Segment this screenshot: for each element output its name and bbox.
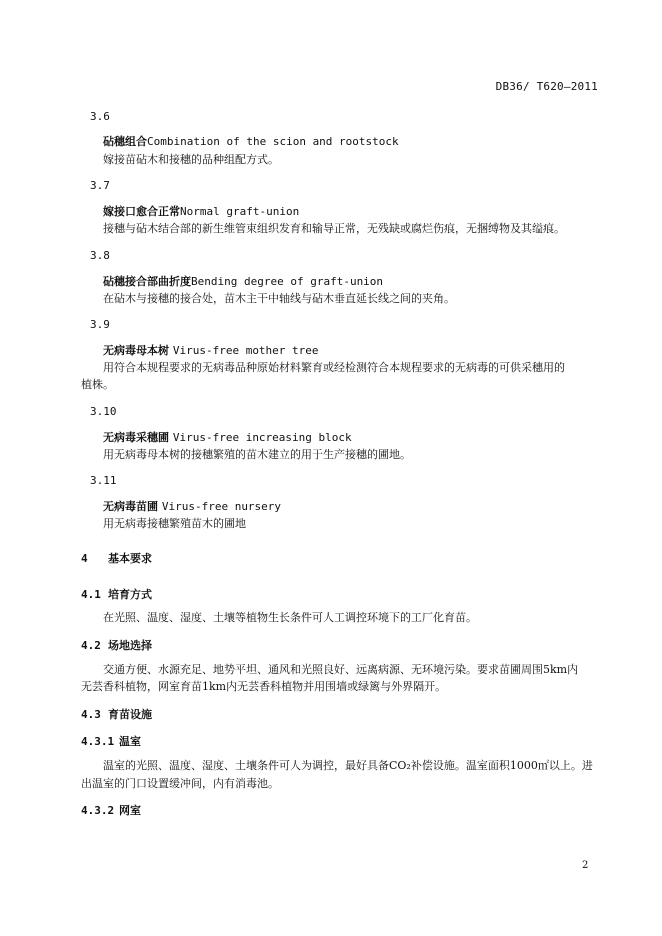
section-number: 4.3.1 xyxy=(81,735,115,748)
page-number: 2 xyxy=(582,860,589,871)
subsubsection-heading xyxy=(81,802,141,818)
term-zh: 砧穗接合部曲折度 xyxy=(103,275,191,288)
term-number: 3.8 xyxy=(90,249,110,262)
section-title: 育苗设施 xyxy=(108,708,152,721)
term-heading xyxy=(103,342,319,358)
paragraph: 在光照、温度、湿度、土壤等植物生长条件可人工调控环境下的工厂化育苗。 xyxy=(103,611,477,624)
term-heading xyxy=(103,133,399,149)
term-definition: 用无病毒母本树的接穗繁殖的苗木建立的用于生产接穗的圃地。 xyxy=(103,448,411,461)
term-definition: 用无病毒接穗繁殖苗木的圃地 xyxy=(103,517,246,530)
term-zh: 无病毒母本树 xyxy=(103,344,173,357)
section-heading xyxy=(81,550,152,566)
term-definition: 接穗与砧木结合部的新生维管束组织发育和输导正常，无残缺或腐烂伤痕，无捆缚物及其缢痕。 xyxy=(103,222,565,235)
paragraph-continued: 无芸香科植物，网室育苗1km内无芸香科植物并用围墙或绿篱与外界隔开。 xyxy=(81,680,447,693)
paragraph-continued: 出温室的门口设置缓冲间，内有消毒池。 xyxy=(81,777,279,790)
term-number: 3.9 xyxy=(90,318,110,331)
term-en: Virus-free mother tree xyxy=(172,344,319,357)
section-number: 4.3.2 xyxy=(81,804,115,817)
term-heading xyxy=(103,429,352,445)
section-number: 4.2 xyxy=(81,639,101,652)
term-definition-continued: 植株。 xyxy=(81,378,114,391)
paragraph: 交通方便、水源充足、地势平坦、通风和光照良好、远离病源、无环境污染。要求苗圃周围5km内 xyxy=(103,663,579,676)
section-number: 4 xyxy=(81,552,88,565)
term-en: Virus-free nursery xyxy=(161,500,282,513)
subsubsection-heading xyxy=(81,733,141,749)
term-zh: 嫁接口愈合正常 xyxy=(103,205,180,218)
term-heading xyxy=(103,498,281,514)
term-en: Virus-free increasing block xyxy=(172,431,352,444)
section-number: 4.3 xyxy=(81,708,101,721)
term-number: 3.6 xyxy=(90,110,110,123)
section-title: 温室 xyxy=(119,735,141,748)
term-zh: 砧穗组合 xyxy=(103,135,147,148)
subsection-heading xyxy=(81,637,152,653)
section-number: 4.1 xyxy=(81,588,101,601)
term-heading xyxy=(103,273,383,289)
term-definition: 嫁接苗砧木和接穗的品种组配方式。 xyxy=(103,153,279,166)
term-number: 3.7 xyxy=(90,179,110,192)
paragraph: 温室的光照、温度、湿度、土壤条件可人为调控，最好具备CO₂补偿设施。温室面积1000㎡以上。进 xyxy=(103,759,593,772)
section-title: 基本要求 xyxy=(108,552,152,565)
section-title: 网室 xyxy=(119,804,141,817)
term-en: Bending degree of graft-union xyxy=(191,275,384,288)
term-definition: 用符合本规程要求的无病毒品种原始材料繁育或经检测符合本规程要求的无病毒的可供采穗用的 xyxy=(103,361,565,374)
subsection-heading xyxy=(81,706,152,722)
term-zh: 无病毒采穗圃 xyxy=(103,431,173,444)
term-en: Normal graft-union xyxy=(180,205,300,218)
section-title: 培育方式 xyxy=(108,588,152,601)
term-definition: 在砧木与接穗的接合处，苗木主干中轴线与砧木垂直延长线之间的夹角。 xyxy=(103,292,455,305)
term-heading xyxy=(103,203,299,219)
section-title: 场地选择 xyxy=(108,639,152,652)
term-zh: 无病毒苗圃 xyxy=(103,500,162,513)
term-en: Combination of the scion and rootstock xyxy=(147,135,399,148)
term-number: 3.10 xyxy=(90,405,117,418)
subsection-heading xyxy=(81,586,152,602)
term-number: 3.11 xyxy=(90,474,117,487)
document-id: DB36/ T620—2011 xyxy=(495,80,598,93)
